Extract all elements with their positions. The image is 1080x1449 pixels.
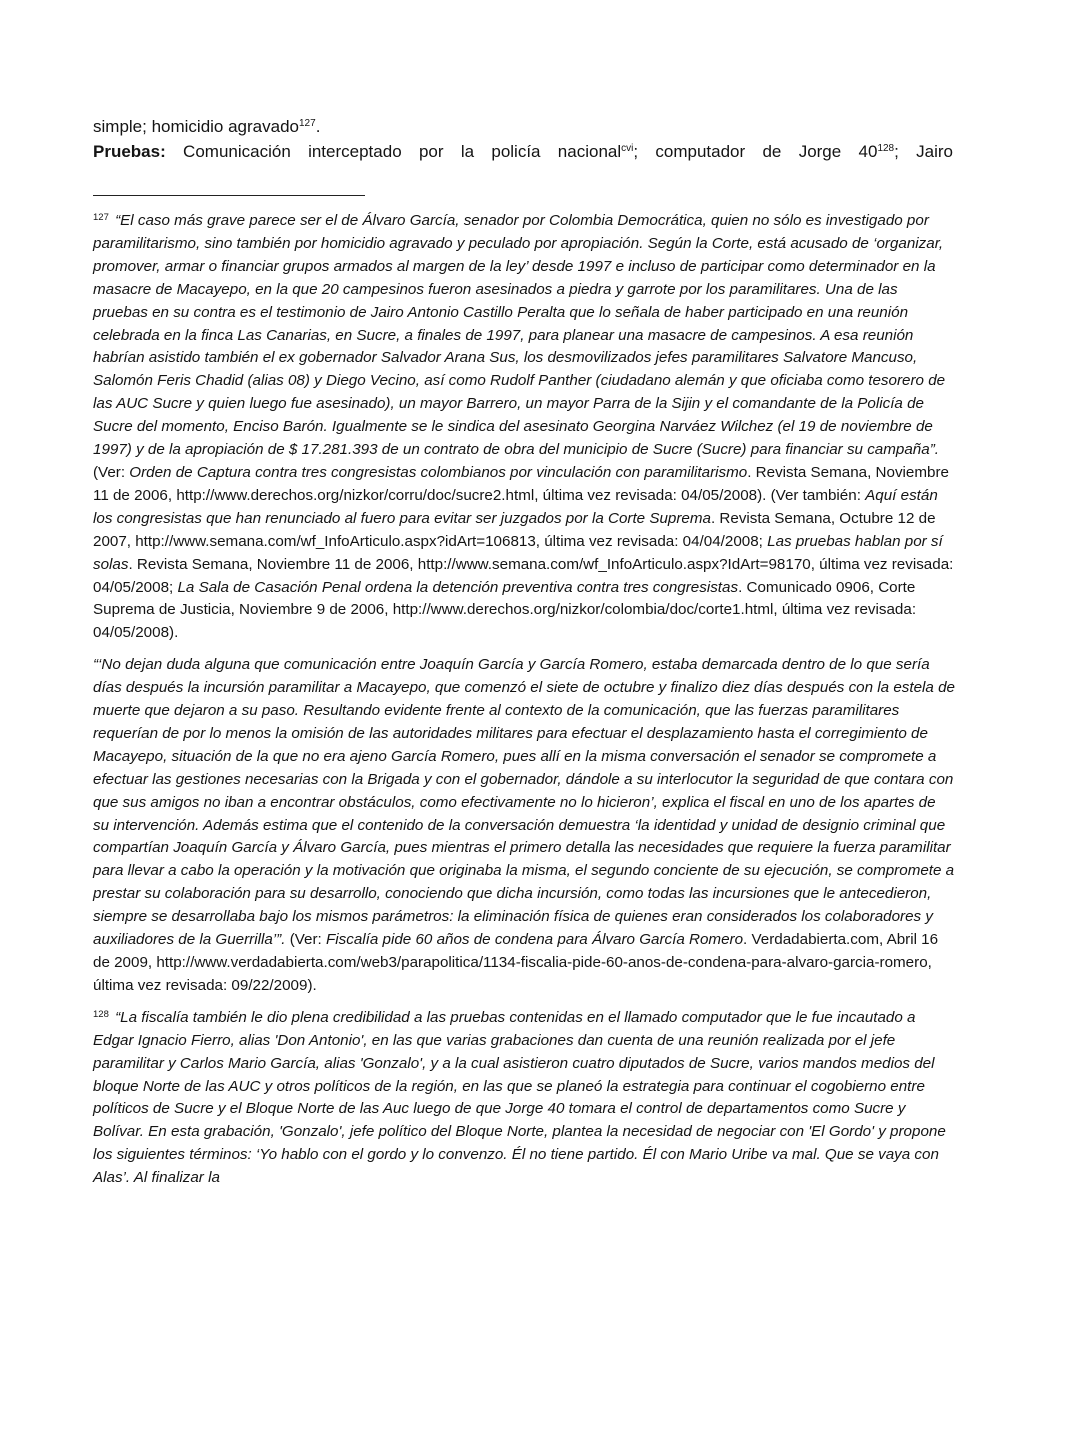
source-title: Las pruebas hablan por sí solas [93,532,943,573]
body-line-2 [93,139,953,164]
footnote-128 [93,1007,955,1190]
footnote-127-continued [93,654,955,998]
footnote-ref-text: . Verdadabierta.com, Abril 16 de 2009, http://www.verdadabierta.com/web3/parapolitica/1134-fiscalia-pide-60-anos-de-condena-para-alvaro-garcia-romero, última vez revisada: 09/22/2009). [93,931,939,994]
footnote-ref-127[interactable]: 127 [299,118,316,129]
footnote-ref-text: . Comunicado 0906, Corte Suprema de Justicia, Noviembre 9 de 2006, http://www.derechos.org/nizkor/colombia/doc/corte1.html, última vez revisada: 04/05/2008). [93,578,917,642]
footnote-ref-text: . Revista Semana, Noviembre 11 de 2006, http://www.semana.com/wf_InfoArticulo.aspx?IdArt=98170, última vez revisada: 04/05/2008; [93,555,954,596]
source-title: La Sala de Casación Penal ordena la detención preventiva contra tres congresistas [177,578,739,596]
body-text-span: Comunicación interceptado por la policía nacional [165,142,622,161]
source-title: Orden de Captura contra tres congresistas colombianos por vinculación con paramilitarismo [129,463,748,481]
footnote-separator [93,195,365,196]
body-text-span: ; Jairo [894,142,953,161]
body-text [93,114,953,164]
footnote-ref-text: (Ver: [93,463,130,481]
footnote-ref-text: . Revista Semana, Noviembre 11 de 2006, http://www.derechos.org/nizkor/corru/doc/sucre2.html, última vez revisada: 04/05/2008). (Ver también: [93,463,949,504]
footnote-ref-text: (Ver: [285,931,326,949]
source-title: Fiscalía pide 60 años de condena para Álvaro García Romero [325,931,744,949]
footnotes [93,210,955,1199]
body-line-1 [93,114,953,139]
source-title: Aquí están los congresistas que han renunciado al fuero para evitar ser juzgados por la Corte Suprema [93,486,938,527]
endnote-ref-cvi[interactable]: cvi [621,143,634,154]
footnote-127 [93,210,955,645]
footnote-quote: “La fiscalía también le dio plena credibilidad a las pruebas contenidas en el llamado computador que le fue incautado a Edgar Ignacio Fierro, alias 'Don Antonio', en las que varias grabaciones dan cuenta de una reunión realizada por el jefe paramilitar y Carlos Mario García, alias 'Gonzalo', y a la cual asistieron cuatro diputados de Sucre, varios mandos medios del bloque Norte de las AUC y otros políticos de la región, en las que se planeó la estrategia para continuar el cogobierno entre políticos de Sucre y el Bloque Norte de las Auc luego de que Jorge 40 tomara el control de departamentos como Sucre y Bolívar. En esta grabación, 'Gonzalo', jefe político del Bloque Norte, plantea la necesidad de negociar con 'El Gordo' y propone los siguientes términos: ‘Yo hablo con el gordo y lo convenzo. Él no tiene partido. Él con Mario Uribe va mal. Que se vaya con Alas’. Al finalizar la [93,1008,946,1187]
footnote-ref-text: . Revista Semana, Octubre 12 de 2007, http://www.semana.com/wf_InfoArticulo.aspx?idArt=106813, última vez revisada: 04/04/2008; [93,509,936,550]
body-text-span: simple; homicidio agravado [93,117,299,136]
body-text-span: . [315,117,321,136]
pruebas-label: Pruebas: [93,142,166,161]
footnote-quote: “‘No dejan duda alguna que comunicación entre Joaquín García y García Romero, estaba demarcada dentro de lo que sería días después la incursión paramilitar a Macayepo, que comenzó el siete de octubre y finalizo diez días después con la estela de muerte que dejaron a su paso. Resultando evidente frente al contexto de la comunicación, que las fuerzas paramilitares requerían de por lo menos la omisión de las autoridades militares para efectuar el desplazamiento hasta el corregimiento de Macayepo, situación de la que no era ajeno García Romero, pues allí en la misma conversación el senador se compromete a efectuar las gestiones necesarias con la Brigada y con el gobernador, dándole a su interlocutor la seguridad de que contara con que sus amigos no iban a encontrar obstáculos, como efectivamente no lo hicieron’, explica el fiscal en uno de los apartes de su intervención. Además estima que el contenido de la conversación demuestra ‘la identidad y unidad de designio criminal que compartían Joaquín García y Álvaro García, pues mientras el primero detalla las necesidades que requiere la fuerza paramilitar para llevar a cabo la operación y la motivación que originaba la misma, el segundo conciente de su ejecución, se compromete a prestar su colaboración para su desarrollo, conociendo que dicha incursión, como todas las incursiones que le antecedieron, siempre se desarrollaba bajo los mismos parámetros: la eliminación física de quienes eran considerados los colaboradores y auxiliadores de la Guerrilla’”. [93,656,955,949]
footnote-ref-128[interactable]: 128 [877,143,895,154]
footnote-quote: “El caso más grave parece ser el de Álvaro García, senador por Colombia Democrática, quien no sólo es investigado por paramilitarismo, sino también por homicidio agravado y peculado por apropiación. Según la Corte, está acusado de ‘organizar, promover, armar o financiar grupos armados al margen de la ley’ desde 1997 e incluso de participar como determinador en la masacre de Macayepo, en la que 20 campesinos fueron asesinados a piedra y garrote por los paramilitares. Una de las pruebas en su contra es el testimonio de Jairo Antonio Castillo Peralta que lo señala de haber participado en una reunión celebrada en la finca Las Canarias, en Sucre, a finales de 1997, para planear una masacre de campesinos. A esa reunión habrían asistido también el ex gobernador Salvador Arana Sus, los desmovilizados jefes paramilitares Salvatore Mancuso, Salomón Feris Chadid (alias 08) y Diego Vecino, así como Rudolf Panther (ciudadano alemán y que oficiaba como tesorero de las AUC Sucre y quien luego fue asesinado), un mayor Barrero, un mayor Parra de la Sijin y el comandante de la Policía de Sucre del momento, Enciso Barón. Igualmente se le sindica del asesinato Georgina Narváez Wilchez (el 19 de noviembre de 1997) y de la apropiación de $ 17.281.393 de un contrato de obra del municipio de Sucre (Sucre) para financiar su campaña”. [93,212,946,459]
footnote-number: 128 [93,1008,109,1020]
footnote-number: 127 [93,212,109,223]
body-text-span: ; computador de Jorge 40 [633,142,878,161]
